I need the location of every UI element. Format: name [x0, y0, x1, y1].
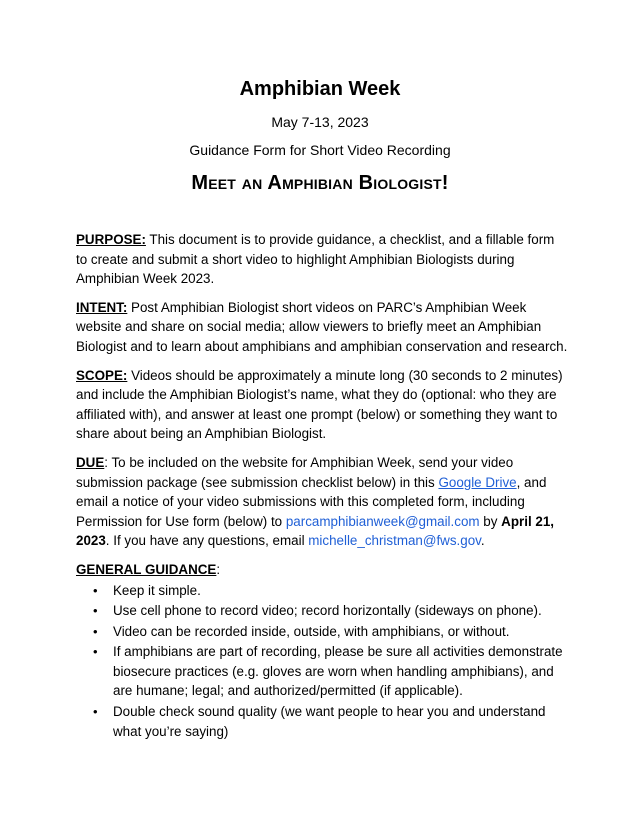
list-item	[93, 581, 568, 601]
guidance-item-text: Use cell phone to record video; record horizontally (sideways on phone).	[113, 603, 542, 619]
google-drive-link[interactable]: Google Drive	[438, 474, 517, 490]
due-text-4: . If you have any questions, email	[105, 533, 309, 549]
due-paragraph	[76, 453, 568, 551]
guidance-item-text: Double check sound quality (we want people to hear you and understand what you’re saying)	[113, 704, 546, 739]
guidance-item-text: Video can be recorded inside, outside, with amphibians, or without.	[113, 623, 510, 639]
bullet-icon: •	[93, 644, 98, 660]
due-text-5: .	[480, 533, 485, 549]
form-name: Guidance Form for Short Video Recording	[189, 142, 451, 158]
purpose-paragraph	[76, 230, 568, 289]
general-guidance-title	[76, 560, 568, 580]
event-dates: May 7-13, 2023	[271, 114, 369, 130]
bullet-icon: •	[93, 603, 98, 619]
guidance-list	[76, 581, 568, 742]
due-deadline: April 21, 2023	[76, 513, 554, 549]
due-text-2: , and email a notice of your video submissions with this completed form, including Permission for Use form (below) to	[76, 474, 547, 529]
intent-text: Post Amphibian Biologist short videos on PARC’s Amphibian Week website and share on social media; allow viewers to briefly meet an Amphibian Biologist and to learn about amphibians and amphibian conservation and research.	[76, 299, 568, 354]
page-title: Amphibian Week	[239, 78, 401, 100]
contact-email-link[interactable]: michelle_christman@fws.gov	[308, 533, 481, 549]
list-item	[93, 702, 568, 741]
general-guidance-label: GENERAL GUIDANCE	[76, 561, 217, 577]
bullet-icon: •	[93, 582, 98, 598]
due-text-3: by	[479, 513, 502, 529]
list-item	[93, 601, 568, 621]
purpose-label: PURPOSE:	[76, 232, 146, 247]
intent-label: INTENT:	[76, 299, 128, 315]
due-text-1: : To be included on the website for Amphibian Week, send your video submission package (see submission checklist below) in this	[76, 454, 514, 490]
bullet-icon: •	[93, 704, 98, 720]
document-body	[76, 230, 568, 742]
intent-paragraph	[76, 298, 568, 357]
general-guidance-colon: :	[216, 561, 221, 577]
guidance-item-text: Keep it simple.	[113, 582, 201, 598]
due-label: DUE	[76, 454, 105, 470]
list-item	[93, 642, 568, 701]
parc-email-link[interactable]: parcamphibianweek@gmail.com	[285, 513, 480, 529]
section-heading: Meet an Amphibian Biologist!	[191, 172, 449, 194]
purpose-text: This document is to provide guidance, a checklist, and a fillable form to create and submit a short video to highlight Amphibian Biologists during Amphibian Week 2023.	[76, 232, 555, 287]
scope-label: SCOPE:	[76, 367, 128, 383]
guidance-item-text: If amphibians are part of recording, please be sure all activities demonstrate biosecure practices (e.g. gloves are worn when handling amphibians), and are humane; legal; and authorized/permitted (if applicable).	[113, 644, 563, 699]
scope-paragraph	[76, 366, 568, 444]
list-item	[93, 622, 568, 642]
scope-text: Videos should be approximately a minute long (30 seconds to 2 minutes) and include the Amphibian Biologist’s name, what they do (optional: who they are affiliated with), and answer at least one prompt (below) or something they want to share about being an Amphibian Biologist.	[76, 367, 563, 442]
bullet-icon: •	[93, 623, 98, 639]
